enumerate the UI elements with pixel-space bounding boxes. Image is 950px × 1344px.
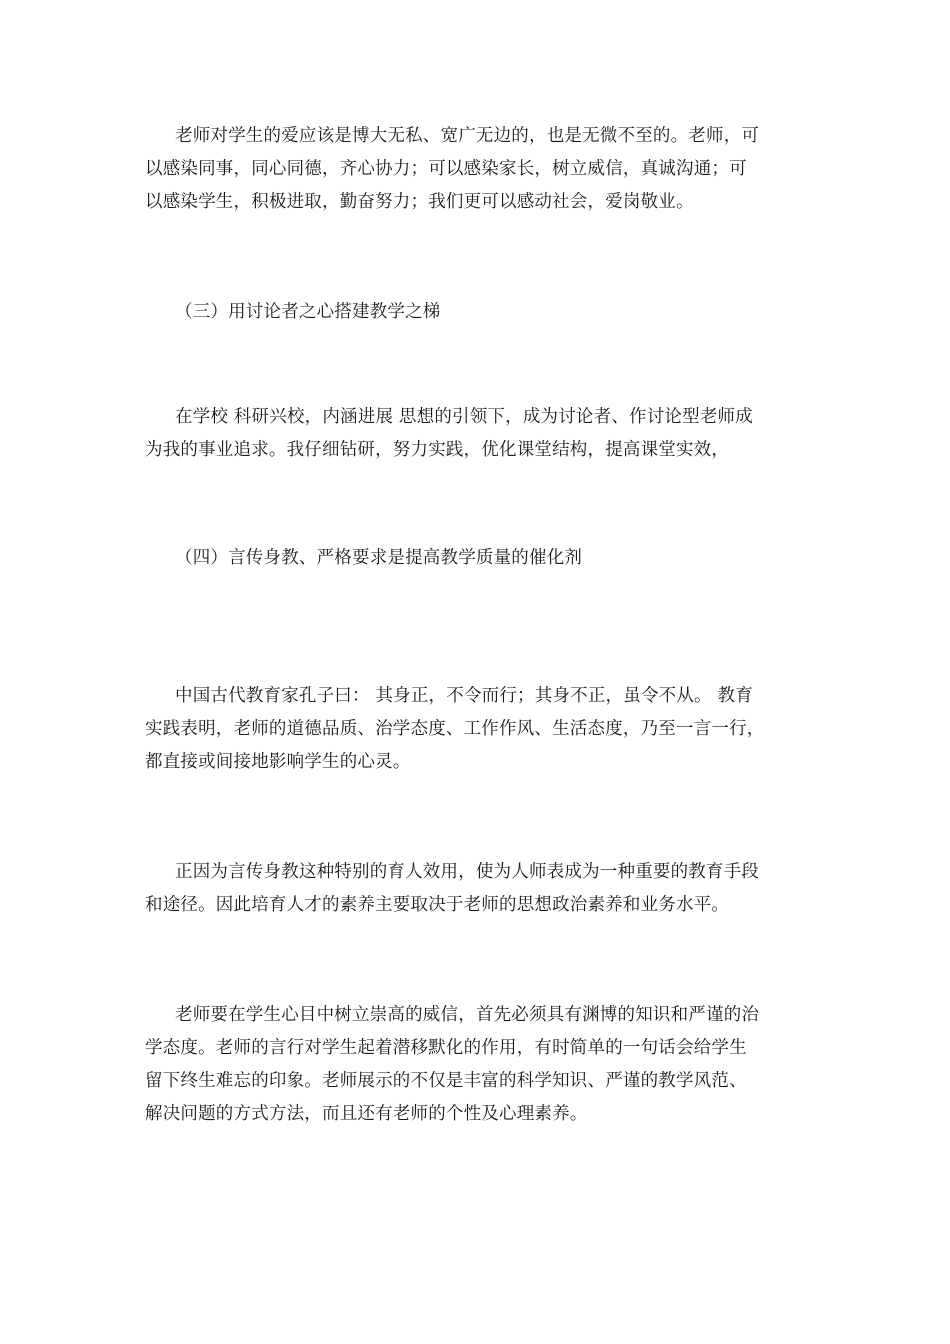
paragraph-line: 正因为言传身教这种特别的育人效用，使为人师表成为一种重要的教育手段 (175, 862, 760, 882)
paragraph-line: 以感染学生，积极进取，勤奋努力；我们更可以感动社会，爱岗敬业。 (145, 192, 694, 212)
paragraph-authority (145, 999, 759, 1131)
section-heading-three: （三）用讨论者之心搭建教学之梯 (175, 302, 441, 322)
paragraph-line: 实践表明，老师的道德品质、治学态度、工作作风、生活态度，乃至一言一行， (145, 719, 765, 739)
paragraph-line: 中国古代教育家孔子曰： 其身正，不令而行；其身不正，虽令不从。 教育 (175, 686, 753, 706)
paragraph-line: 解决问题的方式方法，而且还有老师的个性及心理素养。 (145, 1104, 588, 1124)
paragraph-line: 老师要在学生心目中树立崇高的威信，首先必须具有渊博的知识和严谨的治 (175, 1005, 760, 1025)
paragraph-line: 以感染同事，同心同德，齐心协力；可以感染家长，树立威信，真诚沟通；可 (145, 159, 747, 179)
paragraph-line: 在学校 科研兴校，内涵进展 思想的引领下，成为讨论者、作讨论型老师成 (175, 407, 753, 427)
paragraph-line: 老师对学生的爱应该是博大无私、宽广无边的，也是无微不至的。老师，可 (175, 126, 760, 146)
paragraph-research (145, 401, 753, 467)
paragraph-teacher-love (145, 120, 759, 219)
paragraph-confucius (145, 680, 765, 779)
paragraph-line: 留下终生难忘的印象。老师展示的不仅是丰富的科学知识、严谨的教学风范、 (145, 1071, 747, 1091)
paragraph-line: 学态度。老师的言行对学生起着潜移默化的作用，有时简单的一句话会给学生 (145, 1038, 747, 1058)
paragraph-line: 为我的事业追求。我仔细钻研，努力实践，优化课堂结构，提高课堂实效， (145, 440, 730, 460)
section-heading-four: （四）言传身教、严格要求是提高教学质量的催化剂 (175, 548, 583, 568)
paragraph-role-model (145, 856, 759, 922)
paragraph-line: 都直接或间接地影响学生的心灵。 (145, 752, 411, 772)
paragraph-line: 和途径。因此培育人才的素养主要取决于老师的思想政治素养和业务水平。 (145, 895, 730, 915)
